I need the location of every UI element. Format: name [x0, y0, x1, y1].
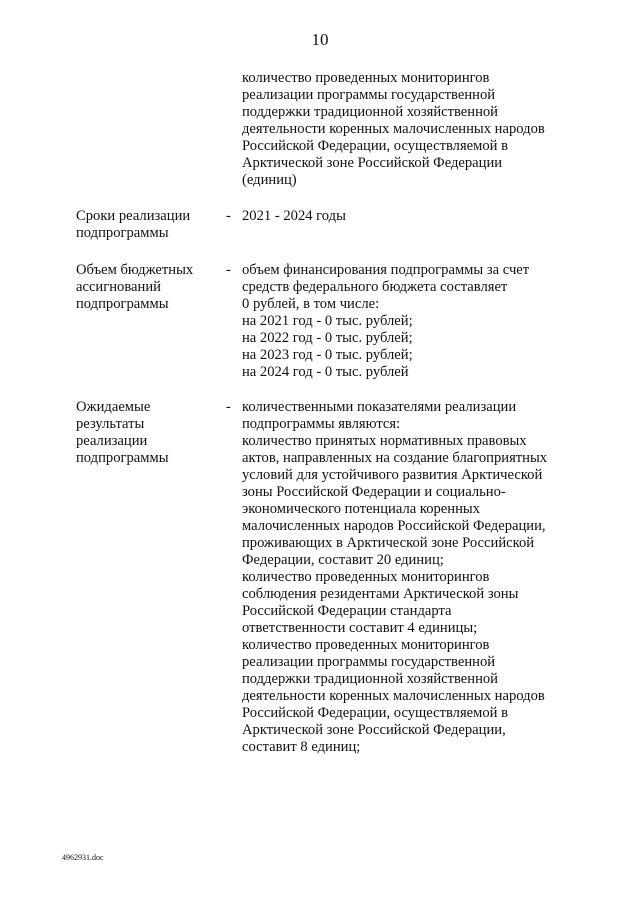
intro-line: (единиц): [242, 172, 297, 188]
section-value-line: условий для устойчивого развития Арктической: [242, 467, 543, 483]
section-label: Объем бюджетных: [76, 262, 194, 278]
section-value-line: подпрограммы являются:: [242, 416, 401, 432]
section-value-line: Российской Федерации, осуществляемой в: [242, 705, 509, 721]
section-value-line: объем финансирования подпрограммы за счет: [242, 262, 530, 278]
section-label: ассигнований: [76, 279, 161, 295]
section-label: подпрограммы: [76, 450, 169, 466]
section-value-line: малочисленных народов Российской Федерации,: [242, 518, 546, 534]
section-value-line: поддержки традиционной хозяйственной: [242, 671, 498, 687]
section-value-line: на 2024 год - 0 тыс. рублей: [242, 364, 409, 380]
section-value-line: на 2022 год - 0 тыс. рублей;: [242, 330, 413, 346]
intro-line: количество проведенных мониторингов: [242, 70, 490, 86]
section-value-line: зоны Российской Федерации и социально-: [242, 484, 506, 500]
section-value-line: количество проведенных мониторингов: [242, 637, 490, 653]
section-label: Ожидаемые: [76, 399, 151, 415]
section-value-line: количественными показателями реализации: [242, 399, 517, 415]
page-number: 10: [311, 30, 329, 49]
intro-line: деятельности коренных малочисленных народов: [242, 121, 545, 137]
section-dash: -: [226, 262, 231, 278]
section-dash: -: [226, 208, 231, 224]
section-value-line: 2021 - 2024 годы: [242, 208, 346, 224]
section-value-line: реализации программы государственной: [242, 654, 496, 670]
section-value-line: средств федерального бюджета составляет: [242, 279, 508, 295]
section-value-line: составит 8 единиц;: [242, 739, 361, 755]
section-value-line: соблюдения резидентами Арктической зоны: [242, 586, 519, 602]
footer-filename: 4962931.doc: [62, 853, 104, 862]
section-label: подпрограммы: [76, 296, 169, 312]
section-value-line: 0 рублей, в том числе:: [242, 296, 380, 312]
section-dash: -: [226, 399, 231, 415]
intro-line: Российской Федерации, осуществляемой в: [242, 138, 509, 154]
section-value-line: количество проведенных мониторингов: [242, 569, 490, 585]
intro-line: поддержки традиционной хозяйственной: [242, 104, 498, 120]
section-label: подпрограммы: [76, 225, 169, 241]
section-label: Сроки реализации: [76, 208, 191, 224]
section-value-line: Арктической зоне Российской Федерации,: [242, 722, 506, 738]
section-value-line: проживающих в Арктической зоне Российской: [242, 535, 535, 551]
section-value-line: экономического потенциала коренных: [242, 501, 481, 517]
section-value-line: Федерации, составит 20 единиц;: [242, 552, 444, 568]
intro-line: реализации программы государственной: [242, 87, 496, 103]
section-value-line: актов, направленных на создание благоприятных: [242, 450, 548, 466]
section-value-line: количество принятых нормативных правовых: [242, 433, 527, 449]
intro-line: Арктической зоне Российской Федерации: [242, 155, 503, 171]
section-value-line: ответственности составит 4 единицы;: [242, 620, 478, 636]
section-value-line: деятельности коренных малочисленных народов: [242, 688, 545, 704]
section-value-line: на 2023 год - 0 тыс. рублей;: [242, 347, 413, 363]
section-label: результаты: [76, 416, 145, 432]
section-value-line: на 2021 год - 0 тыс. рублей;: [242, 313, 413, 329]
section-value-line: Российской Федерации стандарта: [242, 603, 452, 619]
section-label: реализации: [76, 433, 148, 449]
